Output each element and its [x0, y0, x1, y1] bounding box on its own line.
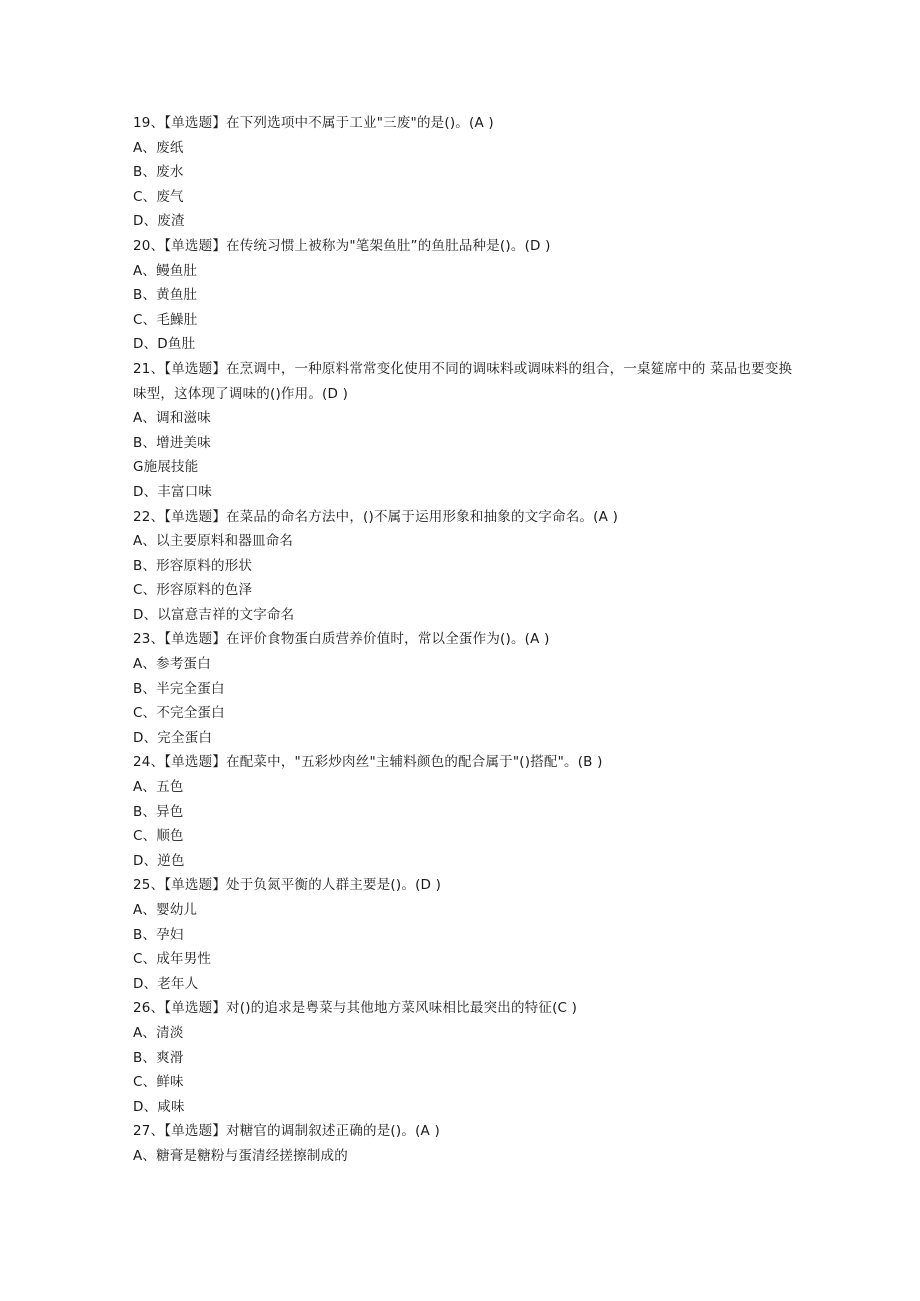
question-type-tag: 【单选题】 [164, 1000, 227, 1017]
question-type-tag: 【单选题】 [164, 508, 227, 525]
option-a: A、五色 [133, 779, 184, 796]
option-d: D、丰富口味 [133, 483, 213, 500]
option-d: D、逆色 [133, 852, 185, 869]
option-a: A、废纸 [133, 139, 184, 156]
question-answer: (A ) [415, 1123, 440, 1140]
question-type-tag: 【单选题】 [164, 631, 227, 648]
question-text: 在烹调中，一种原料常常变化使用不同的调味料或调味料的组合，一桌筵席中的 菜品也要变换味型，这体现了调味的()作用。 [133, 360, 793, 402]
question-type-tag: 【单选题】 [164, 115, 227, 131]
question-20 [133, 234, 793, 259]
question-type-tag: 【单选题】 [164, 1123, 227, 1140]
option-a: A、婴幼儿 [133, 902, 198, 918]
question-answer: (A ) [524, 631, 550, 648]
question-text: 处于负氮平衡的人群主要是()。 [226, 877, 416, 894]
option-b: B、异色 [133, 803, 184, 820]
option-b: B、孕妇 [133, 926, 184, 943]
question-answer: (D ) [415, 877, 442, 894]
question-text: 在配菜中，"五彩炒肉丝"主辅料颜色的配合属于"()搭配"。 [226, 754, 578, 771]
question-19 [133, 111, 793, 136]
option-c: C、不完全蛋白 [133, 705, 225, 722]
option-c: C、形容原料的色泽 [133, 582, 253, 599]
question-number: 27、 [133, 1123, 165, 1140]
option-a: A、糖膏是糖粉与蛋清经搓擦制成的 [133, 1147, 348, 1164]
option-d: D、D鱼肚 [133, 336, 196, 353]
question-22 [133, 505, 793, 530]
question-answer: (D ) [524, 237, 551, 254]
question-number: 21、 [133, 360, 165, 377]
question-number: 22、 [133, 508, 165, 525]
option-b: B、半完全蛋白 [133, 680, 225, 697]
option-d: D、咸味 [133, 1098, 185, 1115]
option-a: A、参考蛋白 [133, 656, 211, 673]
question-type-tag: 【单选题】 [164, 754, 227, 771]
option-d: D、老年人 [133, 975, 199, 992]
option-a: A、调和滋味 [133, 410, 211, 427]
option-a: A、以主要原料和器皿命名 [133, 533, 294, 550]
option-b: B、增进美味 [133, 434, 211, 451]
question-answer: (A ) [468, 115, 494, 131]
question-number: 20、 [133, 237, 165, 254]
question-answer: (A ) [593, 508, 619, 525]
question-text: 在菜品的命名方法中，()不属于运用形象和抽象的文字命名。 [226, 508, 594, 525]
question-27 [133, 1119, 793, 1144]
option-a: A、清淡 [133, 1024, 184, 1041]
option-c: C、成年男性 [133, 951, 212, 968]
question-type-tag: 【单选题】 [164, 360, 227, 377]
question-number: 24、 [133, 754, 165, 771]
question-text: 对糖官的调制叙述正确的是()。 [226, 1123, 416, 1140]
question-text: 在下列选项中不属于工业"三废"的是()。 [226, 115, 469, 131]
option-c: C、顺色 [133, 828, 184, 845]
question-number: 26、 [133, 1000, 165, 1017]
question-25 [133, 873, 793, 898]
question-number: 19、 [133, 115, 165, 131]
question-number: 23、 [133, 631, 165, 648]
question-type-tag: 【单选题】 [164, 237, 227, 254]
option-d: D、废渣 [133, 213, 185, 230]
question-answer: (D ) [322, 385, 349, 402]
question-21 [133, 357, 793, 406]
option-c: C、毛鱢肚 [133, 311, 198, 328]
option-d: D、以富意吉祥的文字命名 [133, 606, 295, 623]
question-list [133, 111, 793, 1169]
option-b: B、爽滑 [133, 1049, 184, 1066]
question-text: 在评价食物蛋白质营养价值时，常以全蛋作为()。 [226, 631, 525, 648]
question-24 [133, 750, 793, 775]
option-c: C、废气 [133, 188, 184, 205]
question-23 [133, 627, 793, 652]
option-d: D、完全蛋白 [133, 729, 213, 746]
option-b: B、黄鱼肚 [133, 287, 198, 304]
question-text: 对()的追求是粤菜与其他地方菜风味相比最突出的特征 [226, 1000, 553, 1017]
option-b: B、废水 [133, 164, 184, 181]
option-b: B、形容原料的形状 [133, 557, 253, 574]
question-number: 25、 [133, 877, 165, 894]
question-text: 在传统习惯上被称为"笔架鱼肚”的鱼肚品种是()。 [226, 237, 525, 254]
question-type-tag: 【单选题】 [164, 877, 227, 894]
question-answer: (C ) [552, 1000, 578, 1017]
option-c: G施展技能 [133, 459, 199, 476]
option-c: C、鲜味 [133, 1074, 184, 1091]
option-a: A、鳗鱼肚 [133, 262, 198, 279]
question-26 [133, 996, 793, 1021]
question-answer: (B ) [577, 754, 603, 771]
